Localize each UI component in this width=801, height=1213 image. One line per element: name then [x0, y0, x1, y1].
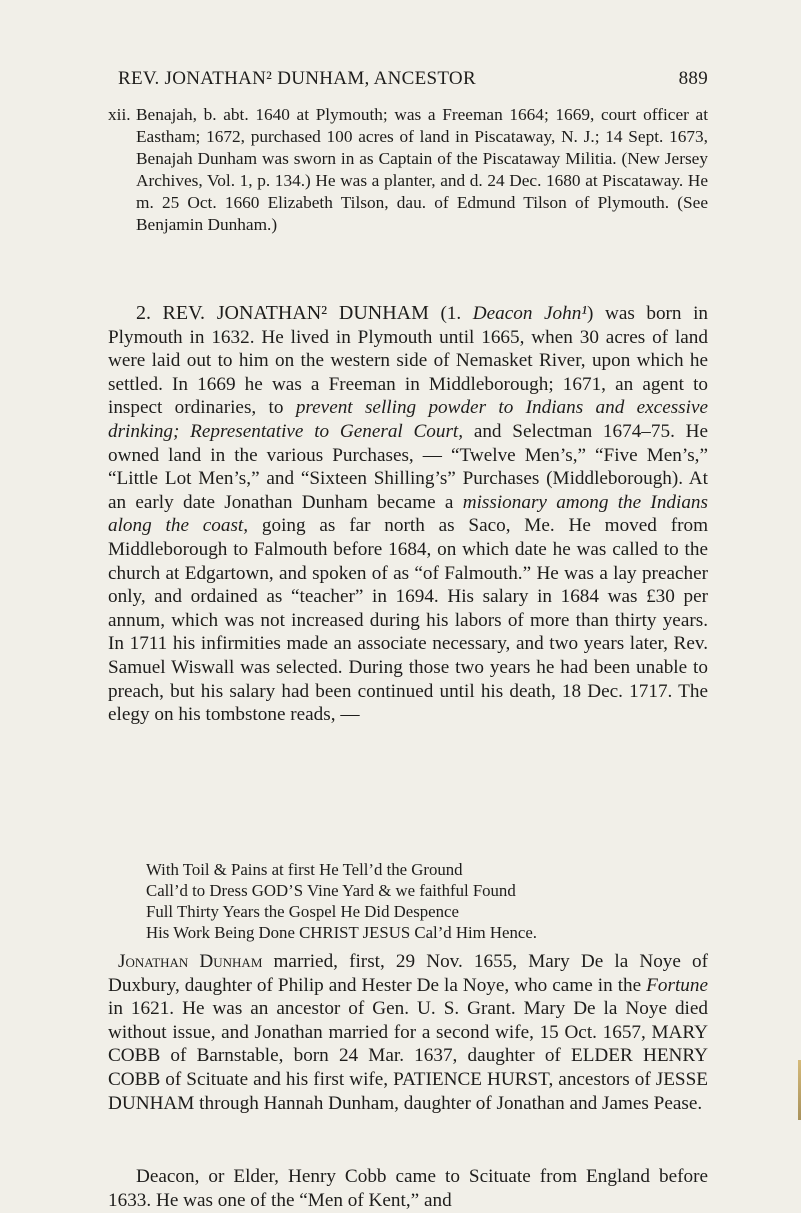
marriage-text-a: married, first, 29 Nov. 1655, Mary De la Noye of Duxbury, daughter of Philip and Hester De la Noye, who came in the: [108, 951, 708, 996]
section-name: REV. JONATHAN² DUNHAM: [162, 302, 429, 324]
section-italic-a: prevent selling powder to Indians and excessive drinking; Representative to General Court,: [108, 397, 709, 442]
ship-name: Fortune: [646, 974, 708, 996]
elegy-line: Full Thirty Years the Gospel He Did Despence: [146, 902, 459, 921]
section-text-c: going as far north as Saco, Me. He moved from Middleborough to Falmouth before 1684, on which date he was called to the church at Edgartown, and spoken of as “of Falmouth.” He was a lay preacher only, and ordained as “teacher” in 1694. His salary in 1684 was £30 per annum, which was not increased during his labors of more than thirty years. In 1711 his infirmities made an associate necessary, and two years later, Rev. Samuel Wiswall was selected. During those two years he had been unable to preach, but his salary had been continued until his death, 18 Dec. 1717. The elegy on his tombstone reads, —: [108, 515, 708, 726]
marriage-text-b: in 1621. He was an ancestor of Gen. U. S. Grant. Mary De la Noye died without issue, and Jonathan married for a second wife, 15 Oct. 1657, MARY COBB of Barnstable, born 24 Mar. 1637, daughter of ELDER HENRY COBB of Scituate and his first wife, PATIENCE HURST, ancestors of JESSE DUNHAM through Hannah Dunham, daughter of Jonathan and James Pease.: [108, 998, 708, 1114]
section-text-a: ) was born in Plymouth in 1632. He lived in Plymouth until 1665, when 30 acres of land were laid out to him on the western side of Nemasket River, upon which he settled. In 1669 he was a Freeman in Middleborough; 1671, an agent to inspect ordinaries, to: [108, 303, 708, 419]
cobb-paragraph: [108, 1165, 708, 1212]
elegy-line: His Work Being Done CHRIST JESUS Cal’d Him Hence.: [146, 923, 537, 942]
entry-xii: [108, 104, 708, 236]
elegy-line: Call’d to Dress GOD’S Vine Yard & we faithful Found: [146, 881, 516, 900]
section-2-paragraph: [108, 302, 708, 727]
elegy-line: With Toil & Pains at first He Tell’d the Ground: [146, 860, 463, 879]
page-number: 889: [678, 68, 708, 89]
marriage-name: Jonathan Dunham: [118, 951, 263, 972]
section-intro: (1.: [440, 303, 473, 324]
entry-numeral: xii.: [108, 105, 131, 124]
cobb-text: Deacon, or Elder, Henry Cobb came to Scituate from England before 1633. He was one of the “Men of Kent,” and: [108, 1166, 708, 1211]
section-text-b: and Selectman 1674–75. He owned land in the various Purchases, — “Twelve Men’s,” “Five Men’s,” “Little Lot Men’s,” and “Sixteen Shilling’s” Purchases (Middleborough). At an early date Jonathan Dunham became a: [108, 420, 709, 513]
section-number: 2.: [136, 302, 151, 324]
running-title: REV. JONATHAN² DUNHAM, ANCESTOR: [118, 68, 476, 89]
entry-xii-text: Benajah, b. abt. 1640 at Plymouth; was a Freeman 1664; 1669, court officer at Eastham; 1672, purchased 100 acres of land in Piscataway, N. J.; 14 Sept. 1673, Benajah Dunham was sworn in as Captain of the Piscataway Militia. (New Jersey Archives, Vol. 1, p. 134.) He was a planter, and d. 24 Dec. 1680 at Piscataway. He m. 25 Oct. 1660 Elizabeth Tilson, dau. of Edmund Tilson of Plymouth. (See Benjamin Dunham.): [136, 105, 708, 234]
section-italic-b: missionary among the Indians along the coast,: [108, 491, 708, 537]
deacon-john-ref: Deacon John¹: [472, 303, 588, 324]
tombstone-elegy: [146, 859, 537, 943]
marriage-paragraph: [108, 950, 708, 1115]
